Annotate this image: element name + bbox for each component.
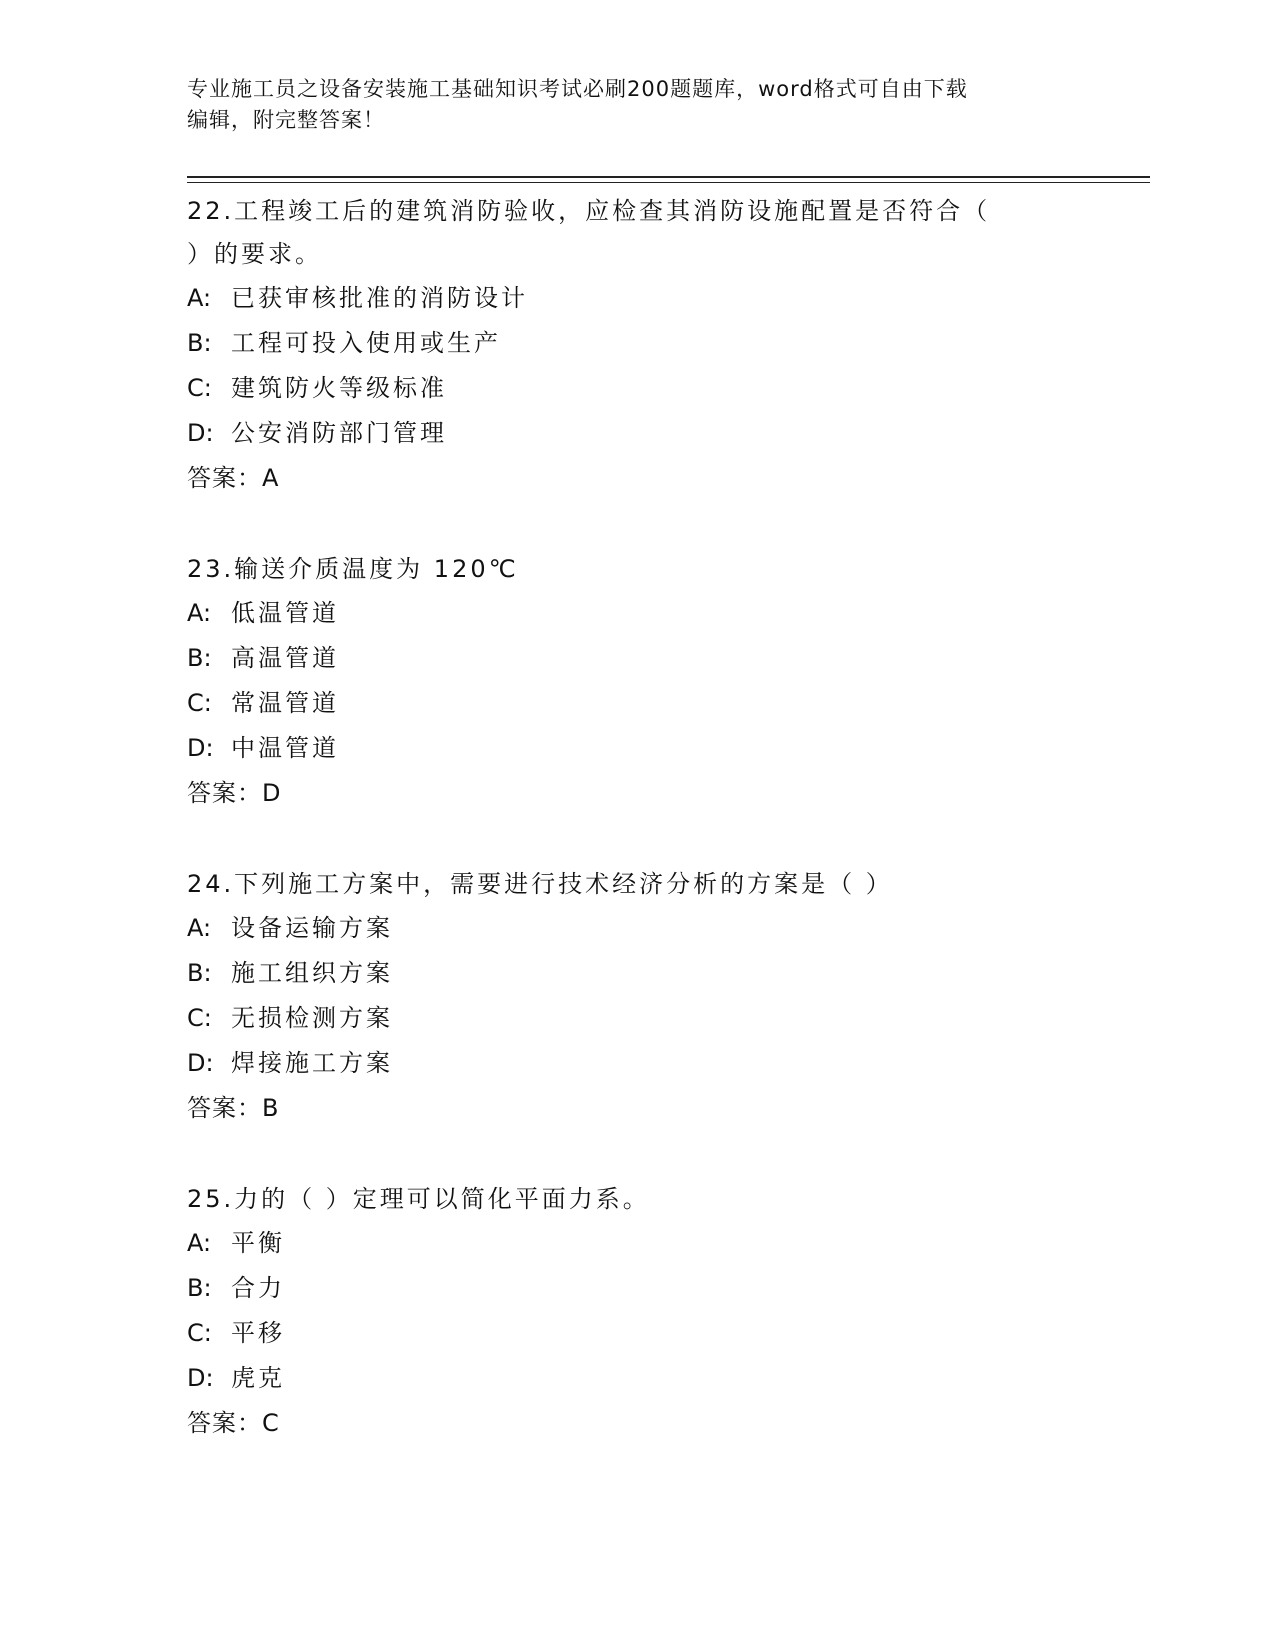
question-24 (187, 863, 1087, 1131)
option-d (187, 1041, 1087, 1086)
question-text (187, 863, 1087, 906)
option-label: A: (187, 599, 212, 627)
option-label: C: (187, 1004, 212, 1032)
document-header (187, 74, 1087, 136)
question-text-line-1: 工程竣工后的建筑消防验收，应检查其消防设施配置是否符合（ (234, 197, 991, 225)
option-text: 虎克 (231, 1364, 285, 1392)
question-number: 23. (187, 555, 235, 583)
option-text: 焊接施工方案 (231, 1049, 393, 1077)
option-label: B: (187, 329, 212, 357)
answer-text: 答案：C (187, 1409, 280, 1437)
option-label: B: (187, 959, 212, 987)
option-text: 常温管道 (231, 689, 339, 717)
option-text: 公安消防部门管理 (231, 419, 447, 447)
option-d (187, 726, 1087, 771)
option-text: 已获审核批准的消防设计 (231, 284, 528, 312)
answer-text: 答案：A (187, 464, 280, 492)
option-label: C: (187, 689, 212, 717)
question-text-line-1: 输送介质温度为 120℃ (234, 555, 519, 583)
question-number: 24. (187, 870, 235, 898)
option-d (187, 1356, 1087, 1401)
question-text (187, 1178, 1087, 1221)
question-number: 25. (187, 1185, 235, 1213)
option-b (187, 636, 1087, 681)
option-text: 合力 (231, 1274, 285, 1302)
option-c (187, 366, 1087, 411)
header-divider-thin (187, 182, 1150, 183)
option-label: D: (187, 1049, 214, 1077)
option-text: 平移 (231, 1319, 285, 1347)
option-label: D: (187, 734, 214, 762)
option-text: 平衡 (231, 1229, 285, 1257)
option-a (187, 276, 1087, 321)
answer-text: 答案：D (187, 779, 282, 807)
option-label: D: (187, 1364, 214, 1392)
question-text (187, 548, 1087, 591)
option-text: 高温管道 (231, 644, 339, 672)
option-label: B: (187, 1274, 212, 1302)
header-line-2: 编辑，附完整答案！ (187, 108, 385, 132)
option-text: 工程可投入使用或生产 (231, 329, 501, 357)
question-25 (187, 1178, 1087, 1446)
question-23 (187, 548, 1087, 816)
header-divider-thick (187, 176, 1150, 178)
option-text: 中温管道 (231, 734, 339, 762)
option-a (187, 1221, 1087, 1266)
option-text: 无损检测方案 (231, 1004, 393, 1032)
option-label: A: (187, 1229, 212, 1257)
question-text-line-1: 力的（ ）定理可以简化平面力系。 (234, 1185, 650, 1213)
option-a (187, 591, 1087, 636)
option-b (187, 951, 1087, 996)
option-text: 低温管道 (231, 599, 339, 627)
option-c (187, 681, 1087, 726)
option-c (187, 996, 1087, 1041)
option-b (187, 1266, 1087, 1311)
option-text: 施工组织方案 (231, 959, 393, 987)
option-label: A: (187, 914, 212, 942)
header-line-1: 专业施工员之设备安装施工基础知识考试必刷200题题库，word格式可自由下载 (187, 77, 968, 101)
question-text-line-1: 下列施工方案中，需要进行技术经济分析的方案是（ ） (234, 870, 893, 898)
question-list (187, 190, 1087, 1493)
question-number: 22. (187, 197, 235, 225)
question-text-line-2: ）的要求。 (187, 240, 322, 268)
question-22 (187, 190, 1087, 501)
option-label: D: (187, 419, 214, 447)
option-label: B: (187, 644, 212, 672)
option-label: C: (187, 1319, 212, 1347)
option-label: C: (187, 374, 212, 402)
question-text (187, 190, 1087, 233)
option-label: A: (187, 284, 212, 312)
option-b (187, 321, 1087, 366)
option-text: 建筑防火等级标准 (231, 374, 447, 402)
option-c (187, 1311, 1087, 1356)
option-a (187, 906, 1087, 951)
answer-text: 答案：B (187, 1094, 280, 1122)
option-text: 设备运输方案 (231, 914, 393, 942)
option-d (187, 411, 1087, 456)
